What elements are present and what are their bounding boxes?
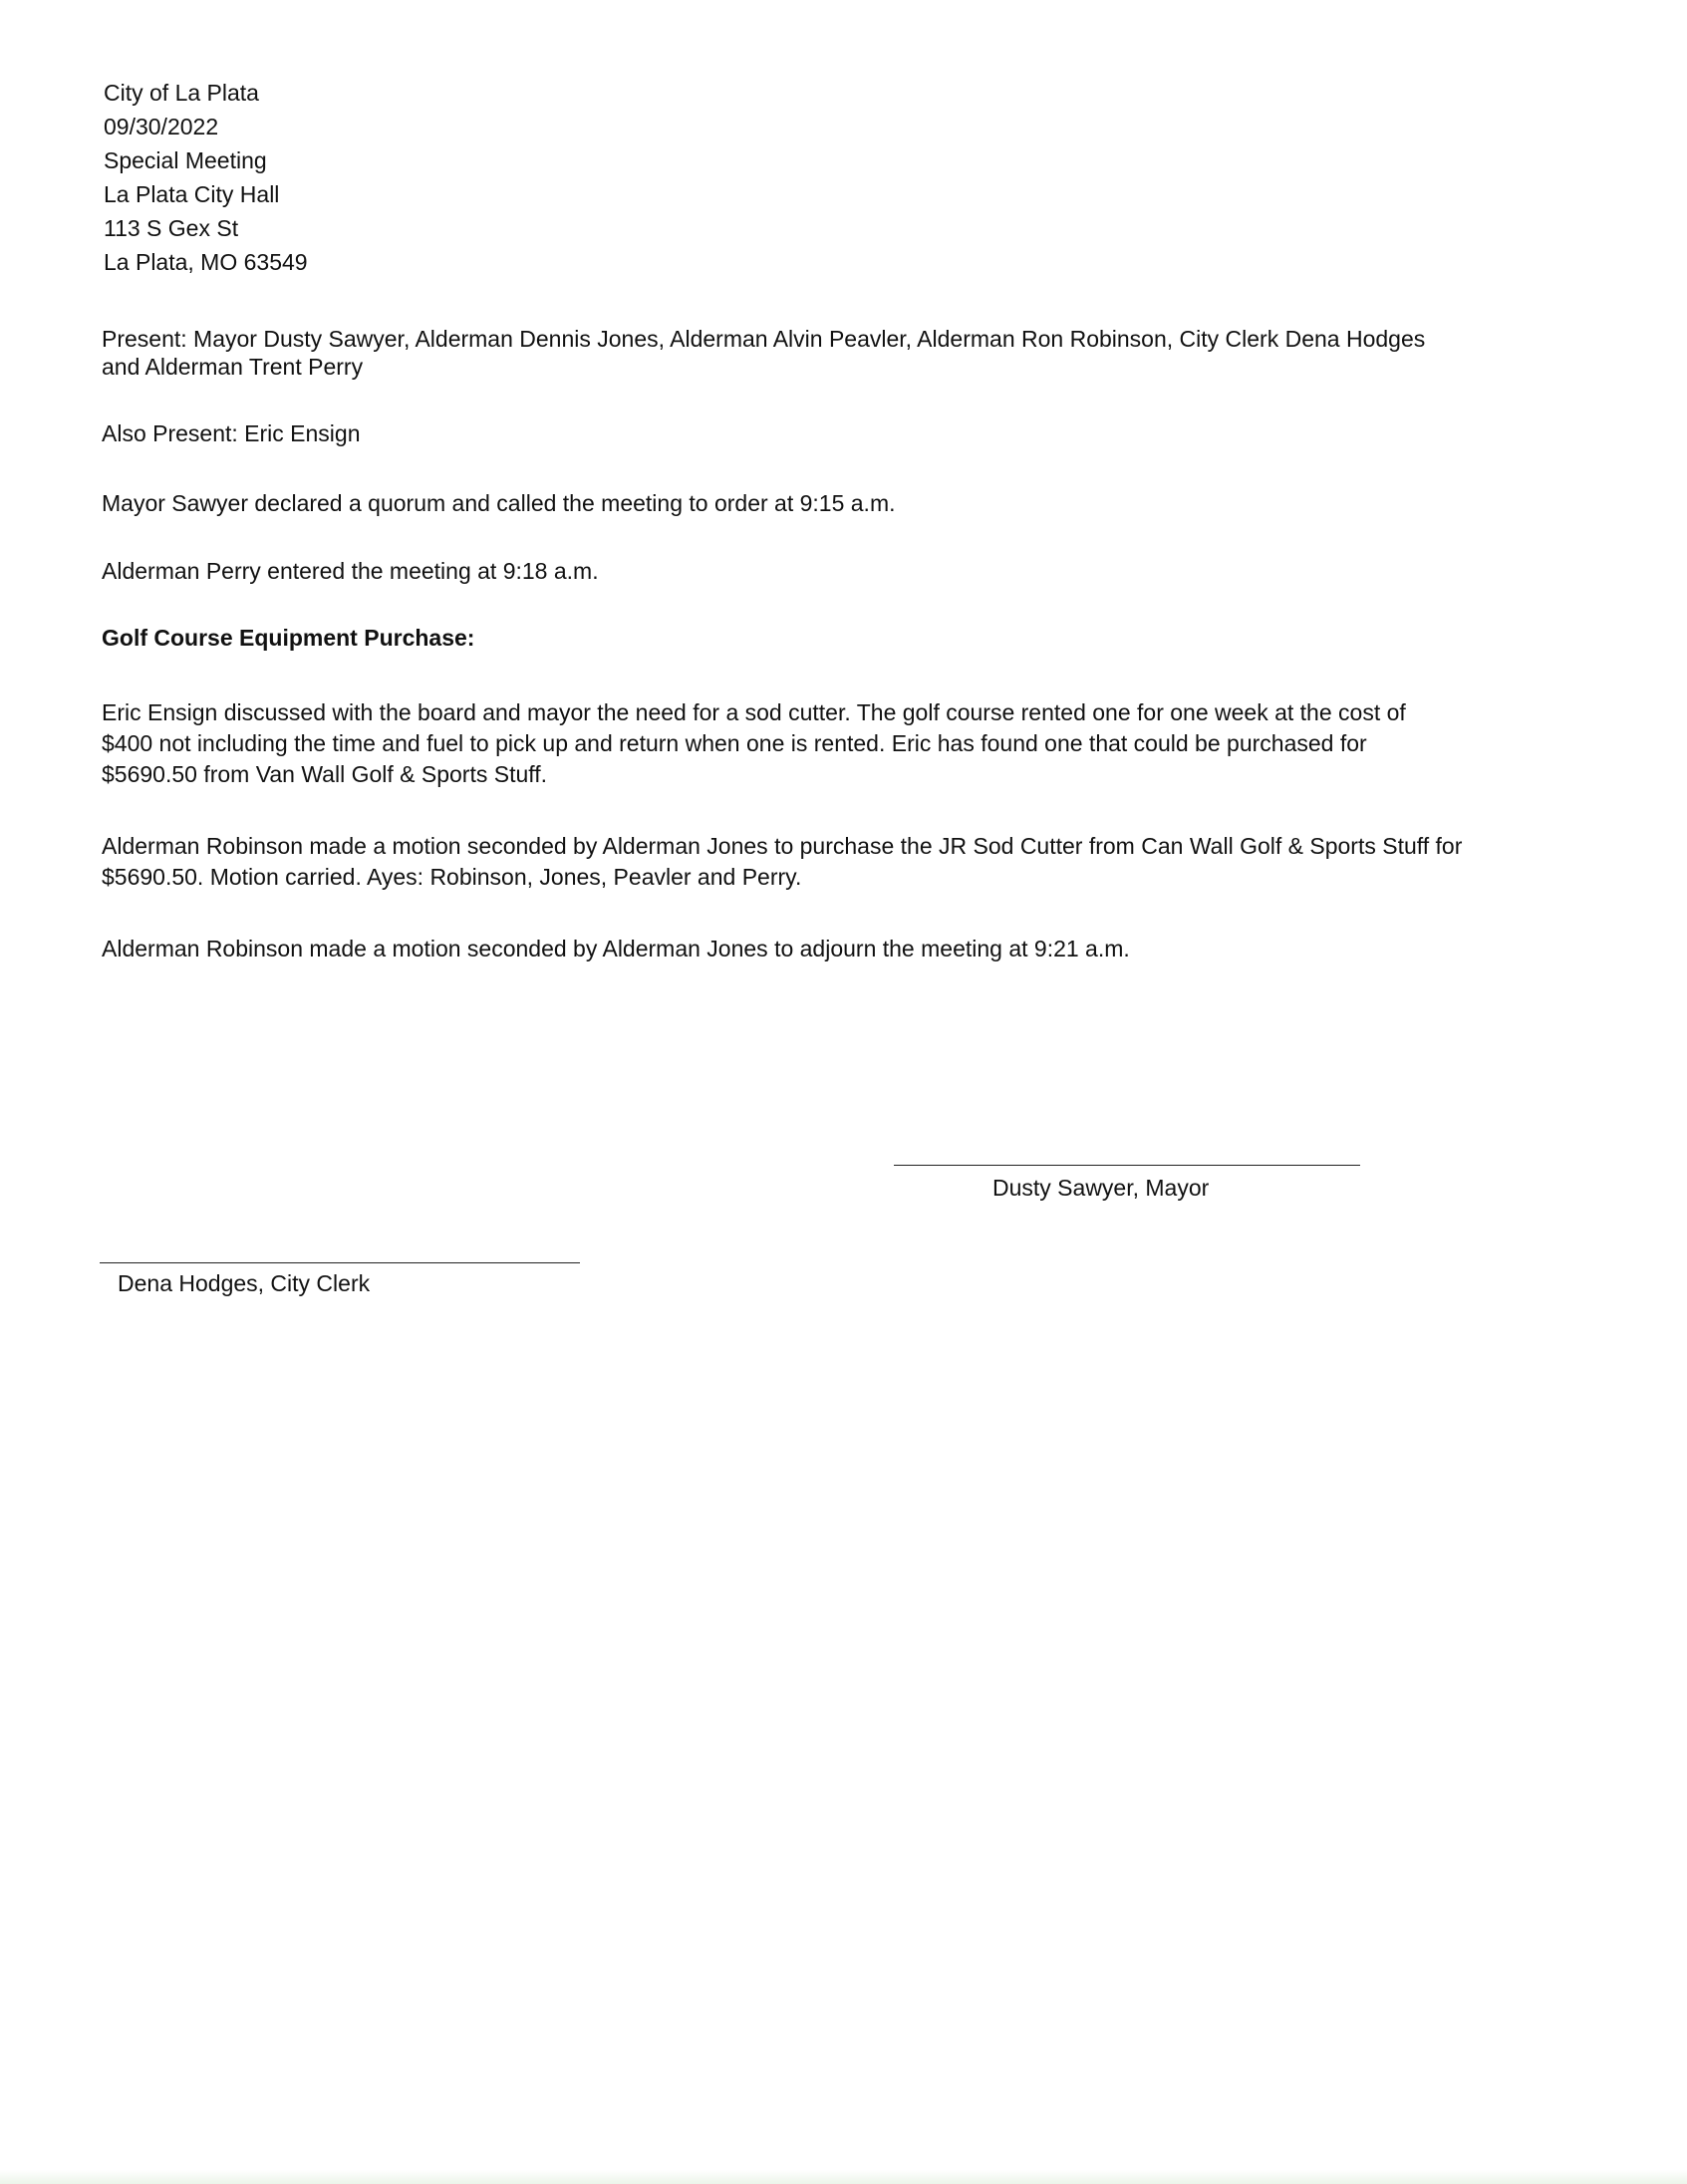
clerk-signature-line <box>100 1262 580 1263</box>
also-present-paragraph: Also Present: Eric Ensign <box>102 420 361 446</box>
mayor-signature-label: Dusty Sawyer, Mayor <box>992 1175 1210 1201</box>
clerk-signature-label: Dena Hodges, City Clerk <box>118 1270 371 1296</box>
header-location: La Plata City Hall <box>104 181 280 207</box>
call-to-order-paragraph: Mayor Sawyer declared a quorum and called the meeting to order at 9:15 a.m. <box>102 490 896 516</box>
header-city-state-zip: La Plata, MO 63549 <box>104 249 308 275</box>
mayor-signature-line <box>894 1165 1360 1166</box>
motion-paragraph <box>102 829 1596 894</box>
discussion-paragraph <box>102 695 1596 791</box>
perry-entered-paragraph: Alderman Perry entered the meeting at 9:18 a.m. <box>102 558 599 584</box>
discussion-line-1: Eric Ensign discussed with the board and mayor the need for a sod cutter. The golf course rented one for one week at the cost of <box>102 699 1406 725</box>
discussion-line-2: $400 not including the time and fuel to pick up and return when one is rented. Eric has found one that could be purchased for <box>102 730 1367 756</box>
header-city: City of La Plata <box>104 80 259 106</box>
section-heading: Golf Course Equipment Purchase: <box>102 625 475 651</box>
discussion-line-3: $5690.50 from Van Wall Golf & Sports Stuff. <box>102 761 548 787</box>
motion-line-1: Alderman Robinson made a motion seconded by Alderman Jones to purchase the JR Sod Cutter from Can Wall Golf & Sports Stuff for <box>102 833 1463 859</box>
adjourn-paragraph: Alderman Robinson made a motion seconded by Alderman Jones to adjourn the meeting at 9:21 a.m. <box>102 936 1130 961</box>
present-paragraph <box>102 322 1596 384</box>
present-line-2: and Alderman Trent Perry <box>102 354 364 380</box>
meeting-header <box>104 76 702 279</box>
present-line-1: Present: Mayor Dusty Sawyer, Alderman Dennis Jones, Alderman Alvin Peavler, Alderman Ron Robinson, City Clerk Dena Hodges <box>102 326 1426 352</box>
motion-line-2: $5690.50. Motion carried. Ayes: Robinson, Jones, Peavler and Perry. <box>102 864 802 890</box>
header-meeting-type: Special Meeting <box>104 147 267 173</box>
scan-edge-tint <box>0 2170 1687 2184</box>
header-street: 113 S Gex St <box>104 215 239 241</box>
header-date: 09/30/2022 <box>104 114 219 139</box>
